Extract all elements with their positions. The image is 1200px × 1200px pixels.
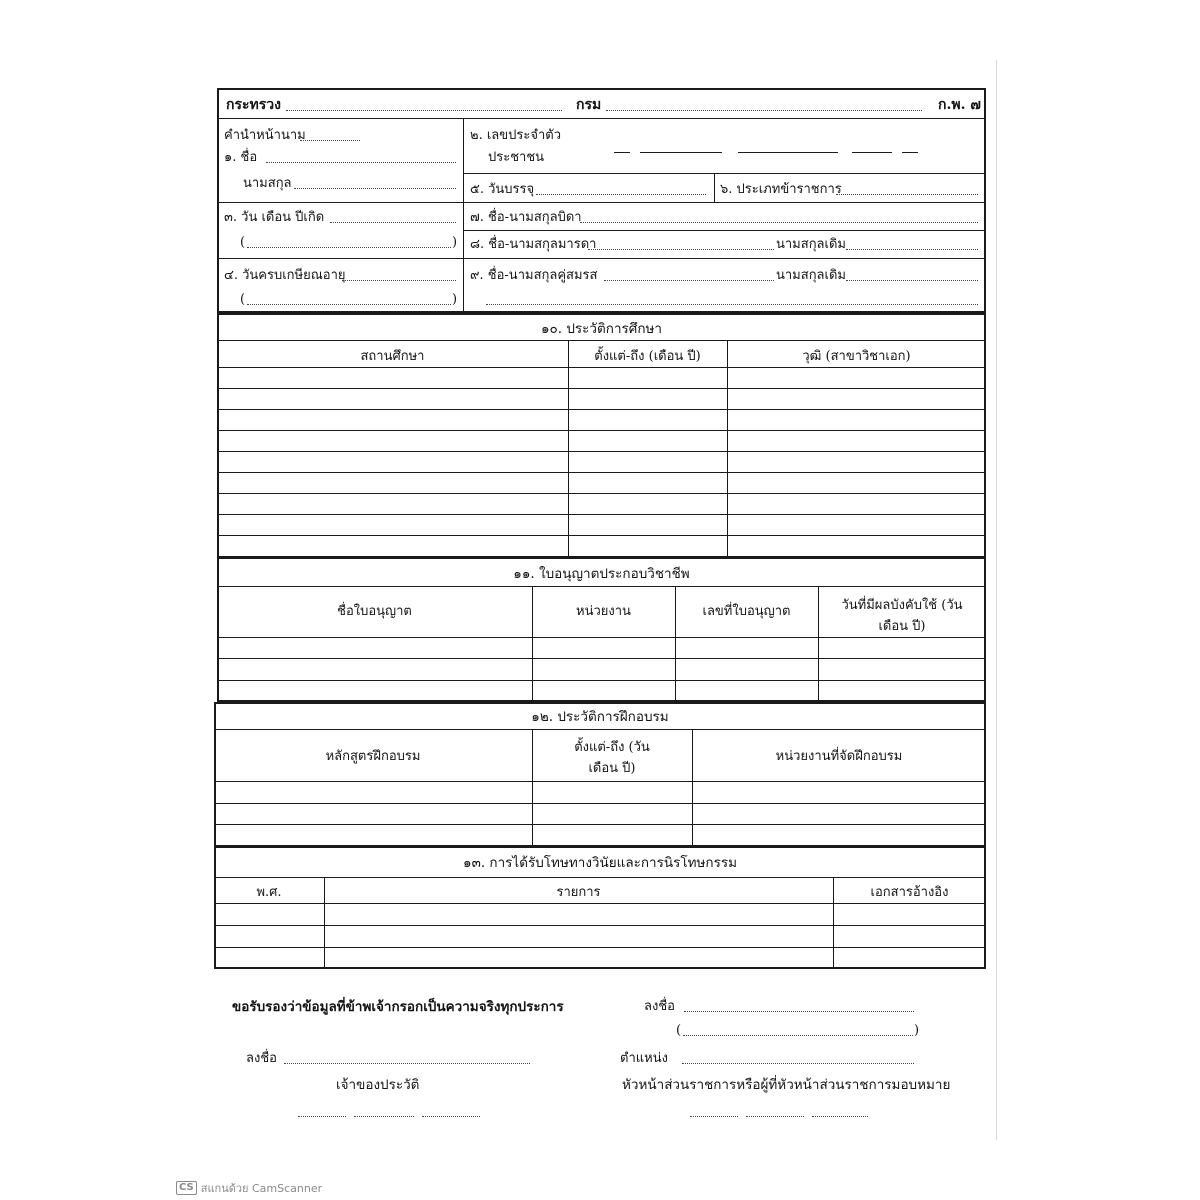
table-row [217, 658, 986, 659]
approver-sign-field[interactable] [684, 1011, 914, 1012]
divider [217, 202, 986, 203]
education-col-period: ตั้งแต่-ถึง (เดือน ปี) [594, 349, 701, 364]
id-segment-1[interactable] [614, 152, 630, 153]
civil-type-field[interactable] [836, 194, 978, 195]
discipline-col-reference: เอกสารอ้างอิง [870, 885, 949, 900]
license-col-agency: หน่วยงาน [576, 604, 631, 619]
mother-field[interactable] [588, 249, 774, 250]
id-label-line2: ประชาชน [488, 150, 545, 165]
divider [532, 729, 533, 847]
divider [217, 118, 986, 119]
spouse-label: ๙. ชื่อ-นามสกุลคู่สมรส [470, 268, 598, 283]
appointed-label: ๕. วันบรรจุ [470, 182, 535, 197]
divider [714, 173, 715, 202]
surname-field[interactable] [294, 188, 456, 189]
appointed-field[interactable] [536, 194, 706, 195]
divider [727, 340, 728, 558]
license-col-number: เลขที่ใบอนุญาต [702, 604, 791, 619]
table-row [214, 803, 986, 804]
divider [833, 877, 834, 969]
discipline-col-year: พ.ศ. [256, 885, 282, 900]
owner-date-year[interactable] [422, 1116, 480, 1117]
father-field[interactable] [580, 222, 978, 223]
table-row [217, 637, 986, 638]
owner-date-month[interactable] [354, 1116, 414, 1117]
certify-text: ขอรับรองว่าข้อมูลที่ข้าพเจ้ากรอกเป็นความจริงทุกประการ [232, 999, 564, 1015]
spouse-maiden-label: นามสกุลเดิม [776, 268, 846, 283]
table-row [217, 680, 986, 681]
education-col-degree: วุฒิ (สาขาวิชาเอก) [802, 349, 911, 364]
id-segment-3[interactable] [738, 152, 838, 153]
divider [532, 586, 533, 702]
approver-position-label: ตำแหน่ง [620, 1051, 668, 1066]
discipline-col-item: รายการ [556, 885, 601, 900]
table-row [214, 781, 986, 782]
table-row [214, 947, 986, 948]
retire-paren-close: ) [452, 292, 458, 307]
retire-label: ๔. วันครบเกษียณอายุ [224, 268, 346, 283]
head-label: หัวหน้าส่วนราชการหรือผู้ที่หัวหน้าส่วนราชการมอบหมาย [622, 1077, 951, 1093]
table-row [217, 430, 986, 431]
divider [463, 173, 986, 174]
table-row [217, 493, 986, 494]
approver-position-field[interactable] [682, 1063, 914, 1064]
training-col-course: หลักสูตรฝึกอบรม [325, 749, 421, 764]
training-col-organizer: หน่วยงานที่จัดฝึกอบรม [775, 749, 903, 764]
id-label-line1: ๒. เลขประจำตัว [470, 128, 562, 143]
table-row [217, 409, 986, 410]
approver-date-year[interactable] [812, 1116, 868, 1117]
table-row [214, 925, 986, 926]
table-row [217, 535, 986, 536]
id-segment-4[interactable] [852, 152, 892, 153]
owner-date-day[interactable] [298, 1116, 346, 1117]
form-code: ก.พ. ๗ [938, 97, 981, 113]
scanner-watermark-text: สแกนด้วย CamScanner [200, 1182, 323, 1195]
civil-type-label: ๖. ประเภทข้าราชการ [720, 182, 842, 197]
spouse-extra-field[interactable] [486, 304, 978, 305]
owner-label: เจ้าของประวัติ [336, 1077, 420, 1093]
divider [324, 877, 325, 969]
mother-maiden-label: นามสกุลเดิม [776, 237, 846, 252]
birth-label: ๓. วัน เดือน ปีเกิด [224, 210, 325, 225]
department-label: กรม [576, 97, 602, 113]
license-col-name: ชื่อใบอนุญาต [337, 604, 412, 619]
table-row [217, 472, 986, 473]
table-row [214, 824, 986, 825]
title-label: คำนำหน้านาม [224, 128, 306, 143]
approver-sign-label: ลงชื่อ [644, 999, 675, 1014]
owner-sign-field[interactable] [284, 1063, 530, 1064]
mother-label: ๘. ชื่อ-นามสกุลมารดา [470, 237, 597, 252]
approver-paren-close: ) [914, 1023, 920, 1038]
training-col-period: ตั้งแต่-ถึง (วัน เดือน ปี) [574, 740, 650, 776]
name-field[interactable] [266, 162, 456, 163]
camscanner-logo-icon: CS [176, 1181, 197, 1195]
approver-date-day[interactable] [690, 1116, 738, 1117]
education-col-institution: สถานศึกษา [360, 349, 425, 364]
father-label: ๗. ชื่อ-นามสกุลบิดา [470, 210, 582, 225]
spouse-maiden-field[interactable] [846, 280, 978, 281]
table-row [217, 388, 986, 389]
divider [214, 729, 986, 730]
mother-maiden-field[interactable] [846, 249, 978, 250]
spouse-field[interactable] [604, 280, 774, 281]
birth-paren-open: ( [240, 235, 246, 250]
divider [568, 340, 569, 558]
divider [217, 258, 986, 259]
retire-paren-open: ( [240, 292, 246, 307]
owner-sign-label: ลงชื่อ [246, 1051, 277, 1066]
divider [214, 877, 986, 878]
approver-paren-open: ( [676, 1023, 682, 1038]
ministry-label: กระทรวง [226, 97, 281, 113]
license-col-effective-date: วันที่มีผลบังคับใช้ (วัน เดือน ปี) [841, 598, 963, 634]
table-row [214, 903, 986, 904]
retire-field[interactable] [342, 280, 456, 281]
name-label: ๑. ชื่อ [224, 150, 258, 165]
discipline-title: ๑๓. การได้รับโทษทางวินัยและการนิรโทษกรรม [463, 855, 737, 871]
divider [675, 586, 676, 702]
divider [217, 586, 986, 587]
divider [217, 340, 986, 341]
ministry-field[interactable] [286, 110, 562, 111]
training-title: ๑๒. ประวัติการฝึกอบรม [531, 709, 669, 725]
divider [463, 230, 986, 231]
id-segment-2[interactable] [640, 152, 722, 153]
table-row [217, 514, 986, 515]
id-segment-5[interactable] [902, 152, 918, 153]
retire-text-field[interactable] [247, 304, 451, 305]
surname-label: นามสกุล [243, 176, 292, 191]
scanner-watermark [176, 1179, 322, 1197]
divider [818, 586, 819, 702]
education-title: ๑๐. ประวัติการศึกษา [540, 321, 663, 337]
birth-text-field[interactable] [247, 247, 451, 248]
license-title: ๑๑. ใบอนุญาตประกอบวิชาชีพ [513, 566, 690, 582]
birth-field[interactable] [330, 222, 456, 223]
divider [692, 729, 693, 847]
title-field[interactable] [300, 140, 360, 141]
department-field[interactable] [606, 110, 922, 111]
table-row [217, 451, 986, 452]
birth-paren-close: ) [452, 235, 458, 250]
approver-name-field[interactable] [683, 1035, 913, 1036]
divider [463, 118, 464, 313]
scan-edge [996, 60, 997, 1140]
approver-date-month[interactable] [746, 1116, 804, 1117]
table-row [217, 367, 986, 368]
